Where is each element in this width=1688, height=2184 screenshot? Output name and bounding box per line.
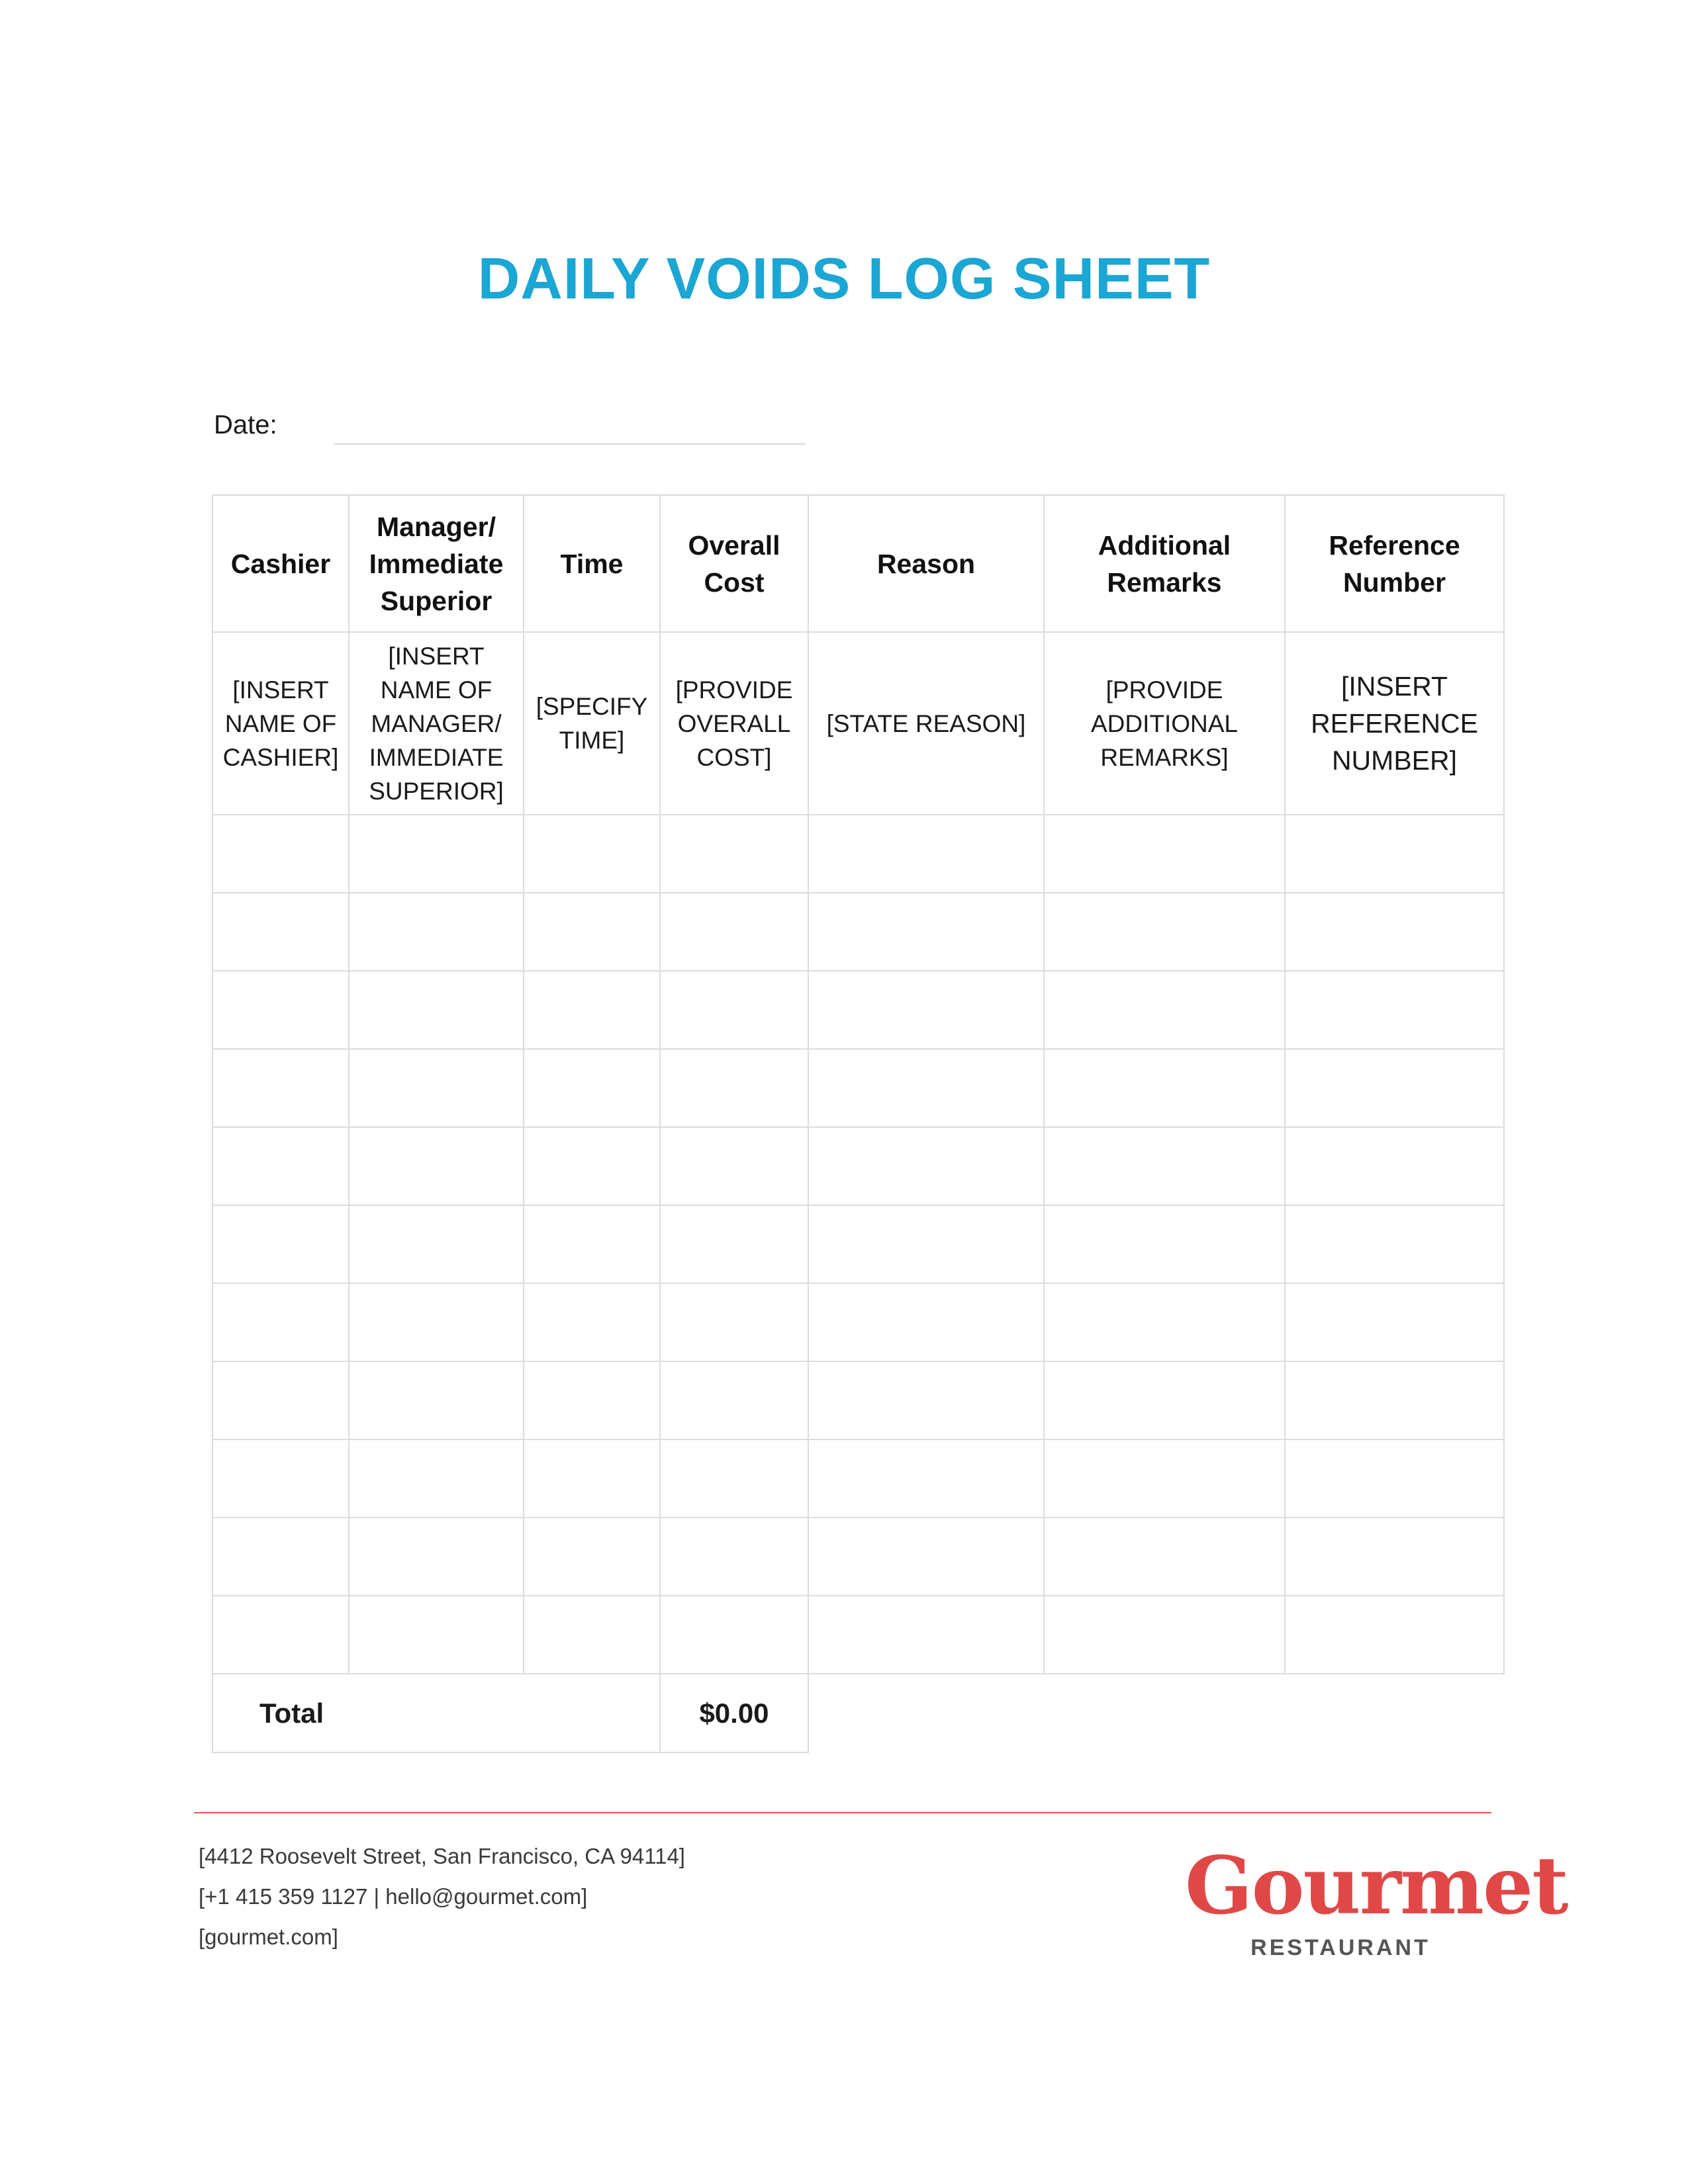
table-row	[212, 893, 1504, 971]
table-cell[interactable]	[808, 1127, 1044, 1205]
table-cell[interactable]	[660, 1596, 808, 1674]
header-overall-cost: Overall Cost	[660, 495, 808, 632]
table-cell[interactable]	[660, 815, 808, 893]
table-row	[212, 1361, 1504, 1439]
cell-reason[interactable]: [STATE REASON]	[808, 632, 1044, 815]
table-cell[interactable]	[212, 1596, 349, 1674]
table-cell[interactable]	[1044, 971, 1285, 1049]
table-cell[interactable]	[1044, 1283, 1285, 1361]
table-cell[interactable]	[1285, 893, 1504, 971]
table-cell[interactable]	[660, 1361, 808, 1439]
table-cell[interactable]	[660, 1127, 808, 1205]
table-cell[interactable]	[212, 893, 349, 971]
gourmet-logo	[1185, 1839, 1568, 1961]
footer-website: [gourmet.com]	[199, 1925, 338, 1949]
header-manager: Manager/ Immediate Superior	[349, 495, 524, 632]
table-cell[interactable]	[524, 1361, 660, 1439]
table-cell[interactable]	[660, 893, 808, 971]
table-cell[interactable]	[212, 971, 349, 1049]
table-cell[interactable]	[1044, 815, 1285, 893]
total-row	[212, 1674, 1504, 1752]
table-cell[interactable]	[808, 1361, 1044, 1439]
cell-manager[interactable]: [INSERT NAME OF MANAGER/ IMMEDIATE SUPERIOR]	[349, 632, 524, 815]
table-cell[interactable]	[808, 1205, 1044, 1283]
table-row	[212, 1283, 1504, 1361]
table-cell[interactable]	[349, 1283, 524, 1361]
table-cell[interactable]	[1285, 1049, 1504, 1127]
table-cell[interactable]	[808, 971, 1044, 1049]
table-cell[interactable]	[349, 1518, 524, 1596]
table-cell[interactable]	[1285, 1596, 1504, 1674]
table-cell[interactable]	[808, 1439, 1044, 1518]
table-cell[interactable]	[524, 1049, 660, 1127]
table-cell[interactable]	[349, 1439, 524, 1518]
table-cell[interactable]	[1044, 1596, 1285, 1674]
table-row	[212, 632, 1504, 815]
table-cell[interactable]	[212, 1518, 349, 1596]
table-cell[interactable]	[808, 815, 1044, 893]
page-title: DAILY VOIDS LOG SHEET	[477, 246, 1211, 311]
table-cell[interactable]	[808, 1518, 1044, 1596]
table-cell[interactable]	[524, 1205, 660, 1283]
table-cell[interactable]	[1285, 1361, 1504, 1439]
table-cell[interactable]	[808, 1049, 1044, 1127]
table-cell[interactable]	[349, 815, 524, 893]
table-header-row	[212, 495, 1504, 632]
footer-divider	[194, 1812, 1491, 1813]
logo-subtitle: RESTAURANT	[1250, 1935, 1430, 1960]
table-cell[interactable]	[349, 1127, 524, 1205]
table-cell[interactable]	[212, 815, 349, 893]
table-row	[212, 1127, 1504, 1205]
table-cell[interactable]	[1044, 1439, 1285, 1518]
table-cell[interactable]	[1044, 1049, 1285, 1127]
voids-log-table	[212, 494, 1505, 1753]
cell-time[interactable]: [SPECIFY TIME]	[524, 632, 660, 815]
table-cell[interactable]	[212, 1439, 349, 1518]
table-cell[interactable]	[349, 1049, 524, 1127]
table-cell[interactable]	[524, 893, 660, 971]
footer-contact: [+1 415 359 1127 | hello@gourmet.com]	[199, 1884, 588, 1909]
header-reason: Reason	[808, 495, 1044, 632]
table-cell[interactable]	[808, 1596, 1044, 1674]
table-cell[interactable]	[660, 1205, 808, 1283]
table-cell[interactable]	[524, 815, 660, 893]
table-cell[interactable]	[1285, 1127, 1504, 1205]
table-cell[interactable]	[524, 1596, 660, 1674]
table-row	[212, 1049, 1504, 1127]
table-cell[interactable]	[660, 971, 808, 1049]
table-cell[interactable]	[1285, 815, 1504, 893]
cell-overall-cost[interactable]: [PROVIDE OVERALL COST]	[660, 632, 808, 815]
table-cell[interactable]	[212, 1361, 349, 1439]
table-row	[212, 971, 1504, 1049]
total-value: $0.00	[660, 1674, 808, 1752]
table-cell[interactable]	[212, 1205, 349, 1283]
table-cell[interactable]	[1044, 1518, 1285, 1596]
table-cell[interactable]	[660, 1049, 808, 1127]
header-cashier: Cashier	[212, 495, 349, 632]
table-cell[interactable]	[212, 1049, 349, 1127]
logo-wordmark: Gourmet	[1185, 1839, 1568, 1933]
table-cell[interactable]	[1044, 893, 1285, 971]
table-cell[interactable]	[212, 1127, 349, 1205]
date-field[interactable]	[334, 443, 806, 445]
cell-reference-number[interactable]: [INSERT REFERENCE NUMBER]	[1285, 632, 1504, 815]
table-cell[interactable]	[349, 1205, 524, 1283]
table-cell[interactable]	[349, 971, 524, 1049]
table-cell[interactable]	[1285, 1283, 1504, 1361]
table-row	[212, 1518, 1504, 1596]
cell-cashier[interactable]: [INSERT NAME OF CASHIER]	[212, 632, 349, 815]
header-time: Time	[524, 495, 660, 632]
total-empty	[808, 1674, 1504, 1752]
table-cell[interactable]	[349, 1361, 524, 1439]
table-cell[interactable]	[808, 1283, 1044, 1361]
header-reference-number: Reference Number	[1285, 495, 1504, 632]
table-cell[interactable]	[1285, 1205, 1504, 1283]
total-label: Total	[212, 1674, 660, 1752]
table-cell[interactable]	[1044, 1361, 1285, 1439]
footer-address: [4412 Roosevelt Street, San Francisco, CA 94114]	[199, 1844, 685, 1868]
table-cell[interactable]	[349, 893, 524, 971]
table-cell[interactable]	[1044, 1205, 1285, 1283]
table-cell[interactable]	[524, 1439, 660, 1518]
table-row	[212, 1205, 1504, 1283]
date-label: Date:	[214, 410, 277, 439]
table-cell[interactable]	[1285, 1439, 1504, 1518]
table-cell[interactable]	[660, 1283, 808, 1361]
table-cell[interactable]	[660, 1518, 808, 1596]
table-cell[interactable]	[349, 1596, 524, 1674]
table-cell[interactable]	[524, 1518, 660, 1596]
table-cell[interactable]	[524, 1283, 660, 1361]
table-cell[interactable]	[808, 893, 1044, 971]
header-additional-remarks: Additional Remarks	[1044, 495, 1285, 632]
table-cell[interactable]	[524, 971, 660, 1049]
table-cell[interactable]	[1285, 971, 1504, 1049]
table-row	[212, 1596, 1504, 1674]
cell-additional-remarks[interactable]: [PROVIDE ADDITIONAL REMARKS]	[1044, 632, 1285, 815]
table-cell[interactable]	[1285, 1518, 1504, 1596]
table-row	[212, 815, 1504, 893]
table-cell[interactable]	[524, 1127, 660, 1205]
table-row	[212, 1439, 1504, 1518]
table-cell[interactable]	[1044, 1127, 1285, 1205]
table-cell[interactable]	[660, 1439, 808, 1518]
table-cell[interactable]	[212, 1283, 349, 1361]
